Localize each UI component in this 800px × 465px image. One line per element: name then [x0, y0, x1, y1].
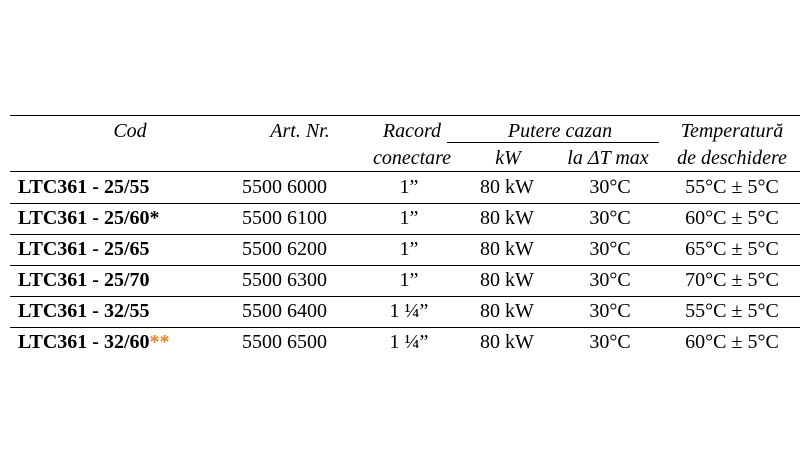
header-delta-t: la ΔT max	[567, 147, 649, 169]
table-row	[10, 327, 800, 358]
table-row	[10, 203, 800, 234]
delta-t-cell: 30°C	[589, 207, 631, 229]
code-mark: **	[149, 331, 170, 353]
kw-cell: 80 kW	[480, 207, 534, 229]
table-row	[10, 265, 800, 296]
header-art-nr: Art. Nr.	[270, 120, 330, 142]
code-cell: LTC361 - 25/55	[18, 176, 150, 198]
temperature-cell: 60°C ± 5°C	[685, 207, 779, 229]
kw-cell: 80 kW	[480, 300, 534, 322]
code-cell: LTC361 - 32/60	[18, 331, 150, 353]
temperature-cell: 70°C ± 5°C	[685, 269, 779, 291]
art-nr-cell: 5500 6400	[242, 300, 327, 322]
racord-cell: 1 ¼”	[389, 300, 429, 322]
header-putere-cazan: Putere cazan	[507, 120, 613, 142]
header-kw: kW	[495, 147, 521, 169]
kw-cell: 80 kW	[480, 269, 534, 291]
racord-cell: 1”	[399, 238, 419, 260]
table-row	[10, 296, 800, 327]
temperature-cell: 60°C ± 5°C	[685, 331, 779, 353]
header-cod: Cod	[113, 120, 147, 142]
racord-cell: 1 ¼”	[389, 331, 429, 353]
art-nr-cell: 5500 6300	[242, 269, 327, 291]
header-de-deschidere: de deschidere	[677, 147, 787, 169]
table-row	[10, 172, 800, 203]
art-nr-cell: 5500 6200	[242, 238, 327, 260]
racord-cell: 1”	[399, 207, 419, 229]
racord-cell: 1”	[399, 176, 419, 198]
table-top-rule	[10, 115, 800, 116]
delta-t-cell: 30°C	[589, 176, 631, 198]
racord-cell: 1”	[399, 269, 419, 291]
code-cell: LTC361 - 25/60	[18, 207, 150, 229]
art-nr-cell: 5500 6500	[242, 331, 327, 353]
delta-t-cell: 30°C	[589, 331, 631, 353]
art-nr-cell: 5500 6100	[242, 207, 327, 229]
temperature-cell: 65°C ± 5°C	[685, 238, 779, 260]
putere-cazan-rule	[447, 142, 659, 143]
code-cell: LTC361 - 25/70	[18, 269, 150, 291]
code-mark: *	[149, 207, 160, 229]
temperature-cell: 55°C ± 5°C	[685, 300, 779, 322]
code-cell: LTC361 - 25/65	[18, 238, 150, 260]
table-row	[10, 234, 800, 265]
kw-cell: 80 kW	[480, 331, 534, 353]
code-cell: LTC361 - 32/55	[18, 300, 150, 322]
kw-cell: 80 kW	[480, 238, 534, 260]
header-racord: Racord	[382, 120, 442, 142]
header-conectare: conectare	[372, 147, 452, 169]
delta-t-cell: 30°C	[589, 238, 631, 260]
art-nr-cell: 5500 6000	[242, 176, 327, 198]
delta-t-cell: 30°C	[589, 269, 631, 291]
temperature-cell: 55°C ± 5°C	[685, 176, 779, 198]
delta-t-cell: 30°C	[589, 300, 631, 322]
kw-cell: 80 kW	[480, 176, 534, 198]
header-temperatura: Temperatură	[680, 120, 784, 142]
